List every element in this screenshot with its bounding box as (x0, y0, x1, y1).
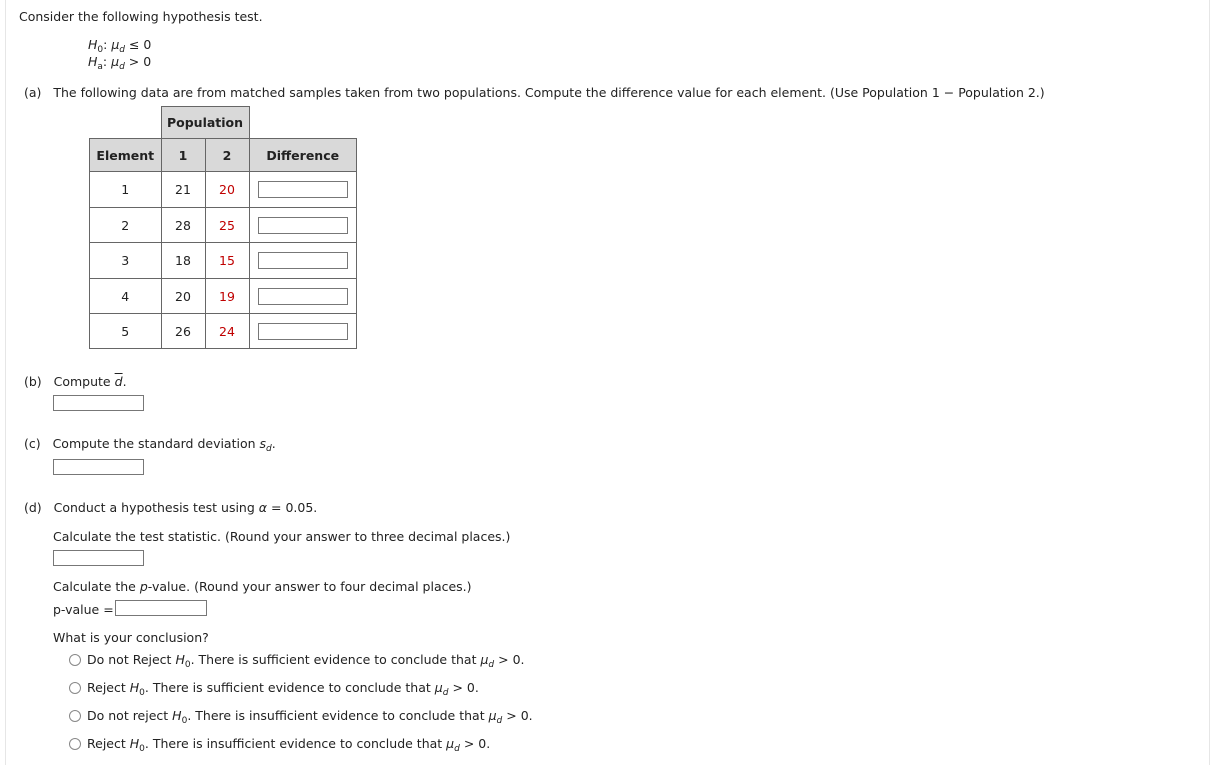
difference-input-4[interactable] (258, 288, 348, 305)
difference-input-2[interactable] (258, 217, 348, 234)
alternative-hypothesis: $H_a$: $\mu_d > 0$ (88, 54, 152, 72)
pop2-header: 2 (205, 139, 249, 172)
null-hypothesis: $H_0$: $\mu_d \le 0$ (88, 37, 152, 55)
element-cell: 1 (90, 172, 162, 208)
element-cell: 4 (90, 279, 162, 314)
pop1-cell: 20 (161, 279, 205, 314)
dbar-input[interactable] (53, 395, 144, 411)
pop1-header: 1 (161, 139, 205, 172)
table-row (90, 243, 357, 279)
population-header: Population (161, 107, 249, 139)
conclusion-option-3[interactable]: Do not reject $H_0$. There is insufficient evidence to conclude that $\mu_d > 0$. (69, 708, 533, 726)
pvalue-label: p-value = (53, 602, 114, 617)
part-a-prompt: (a) The following data are from matched samples taken from two populations. Compute the difference value for each element. (Use Population 1 − Population 2.) (24, 85, 1045, 100)
pop1-cell: 18 (161, 243, 205, 279)
conclusion-option-1[interactable]: Do not Reject $H_0$. There is sufficient evidence to conclude that $\mu_d > 0$. (69, 652, 525, 670)
radio-button[interactable] (69, 654, 81, 666)
part-c-prompt: (c) Compute the standard deviation $s_d$. (24, 436, 276, 454)
difference-input-1[interactable] (258, 181, 348, 198)
part-b-prompt: (b) Compute $\overline{d}$. (24, 374, 127, 389)
pop2-cell: 24 (205, 314, 249, 349)
table-blank-cell (90, 107, 162, 139)
table-row (90, 314, 357, 349)
table-row (90, 279, 357, 314)
table-blank-cell (249, 107, 357, 139)
test-stat-prompt: Calculate the test statistic. (Round your answer to three decimal places.) (53, 529, 511, 544)
intro-text: Consider the following hypothesis test. (19, 9, 263, 24)
radio-button[interactable] (69, 738, 81, 750)
difference-cell (249, 172, 357, 208)
element-cell: 5 (90, 314, 162, 349)
element-cell: 3 (90, 243, 162, 279)
pvalue-input[interactable] (115, 600, 207, 616)
pop2-cell: 25 (205, 208, 249, 243)
radio-button[interactable] (69, 710, 81, 722)
radio-button[interactable] (69, 682, 81, 694)
test-stat-input[interactable] (53, 550, 144, 566)
pop2-cell: 19 (205, 279, 249, 314)
pop1-cell: 21 (161, 172, 205, 208)
pop1-cell: 26 (161, 314, 205, 349)
difference-cell (249, 208, 357, 243)
part-d-prompt: (d) Conduct a hypothesis test using α = 0.05. (24, 500, 318, 515)
pvalue-prompt: Calculate the p-value. (Round your answer to four decimal places.) (53, 579, 472, 594)
difference-cell (249, 279, 357, 314)
sd-input[interactable] (53, 459, 144, 475)
difference-cell (249, 314, 357, 349)
element-header: Element (90, 139, 162, 172)
difference-input-3[interactable] (258, 252, 348, 269)
pop2-cell: 20 (205, 172, 249, 208)
pop1-cell: 28 (161, 208, 205, 243)
pop2-cell: 15 (205, 243, 249, 279)
table-row (90, 208, 357, 243)
table-row (90, 172, 357, 208)
conclusion-option-4[interactable]: Reject $H_0$. There is insufficient evidence to conclude that $\mu_d > 0$. (69, 736, 490, 754)
conclusion-option-2[interactable]: Reject $H_0$. There is sufficient evidence to conclude that $\mu_d > 0$. (69, 680, 479, 698)
difference-input-5[interactable] (258, 323, 348, 340)
element-cell: 2 (90, 208, 162, 243)
conclusion-prompt: What is your conclusion? (53, 630, 209, 645)
difference-cell (249, 243, 357, 279)
difference-header: Difference (249, 139, 357, 172)
matched-samples-table (89, 106, 357, 349)
